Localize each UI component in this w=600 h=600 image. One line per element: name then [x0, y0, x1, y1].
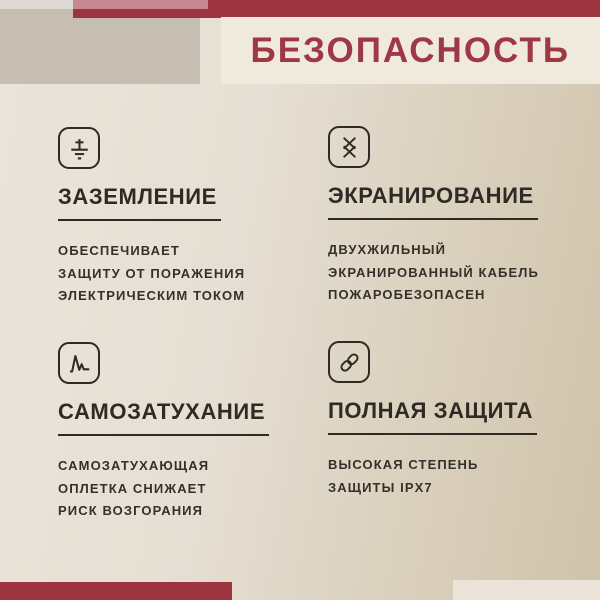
section-description	[58, 240, 320, 308]
description-line: ЭКРАНИРОВАННЫЙ КАБЕЛЬ	[328, 264, 539, 280]
chain-link-icon	[328, 341, 370, 383]
description-line: ВЫСОКАЯ СТЕПЕНЬ	[328, 457, 479, 472]
section-title: ПОЛНАЯ ЗАЩИТА	[328, 398, 537, 435]
description-line: ДВУХЖИЛЬНЫЙ	[328, 242, 447, 257]
top-translucent-strip	[0, 0, 208, 9]
grounding-icon	[58, 127, 100, 169]
page-title: БЕЗОПАСНОСТЬ	[250, 30, 570, 70]
description-line: ЗАЩИТЫ IPX7	[328, 479, 433, 495]
section-description	[328, 454, 590, 499]
section-self-extinguishing	[58, 342, 320, 523]
section-title: ЗАЗЕМЛЕНИЕ	[58, 184, 221, 221]
section-description	[58, 455, 320, 523]
section-title: ЭКРАНИРОВАНИЕ	[328, 183, 538, 220]
section-description	[328, 239, 590, 307]
description-line: ОБЕСПЕЧИВАЕТ	[58, 243, 180, 258]
bottom-red-bar	[0, 582, 232, 600]
bottom-cream-block	[453, 580, 600, 600]
section-grounding	[58, 127, 320, 308]
description-line: ЗАЩИТУ ОТ ПОРАЖЕНИЯ	[58, 265, 246, 281]
shielding-braid-icon	[328, 126, 370, 168]
section-shielding	[328, 126, 590, 307]
description-line: ОПЛЕТКА СНИЖАЕТ	[58, 480, 207, 496]
section-title: САМОЗАТУХАНИЕ	[58, 399, 269, 436]
description-line: САМОЗАТУХАЮЩАЯ	[58, 458, 210, 473]
description-line: РИСК ВОЗГОРАНИЯ	[58, 503, 204, 518]
description-line: ПОЖАРОБЕЗОПАСЕН	[328, 287, 486, 302]
section-full-protection	[328, 341, 590, 499]
header-panel	[221, 17, 600, 84]
damping-waveform-icon	[58, 342, 100, 384]
description-line: ЭЛЕКТРИЧЕСКИМ ТОКОМ	[58, 288, 246, 303]
